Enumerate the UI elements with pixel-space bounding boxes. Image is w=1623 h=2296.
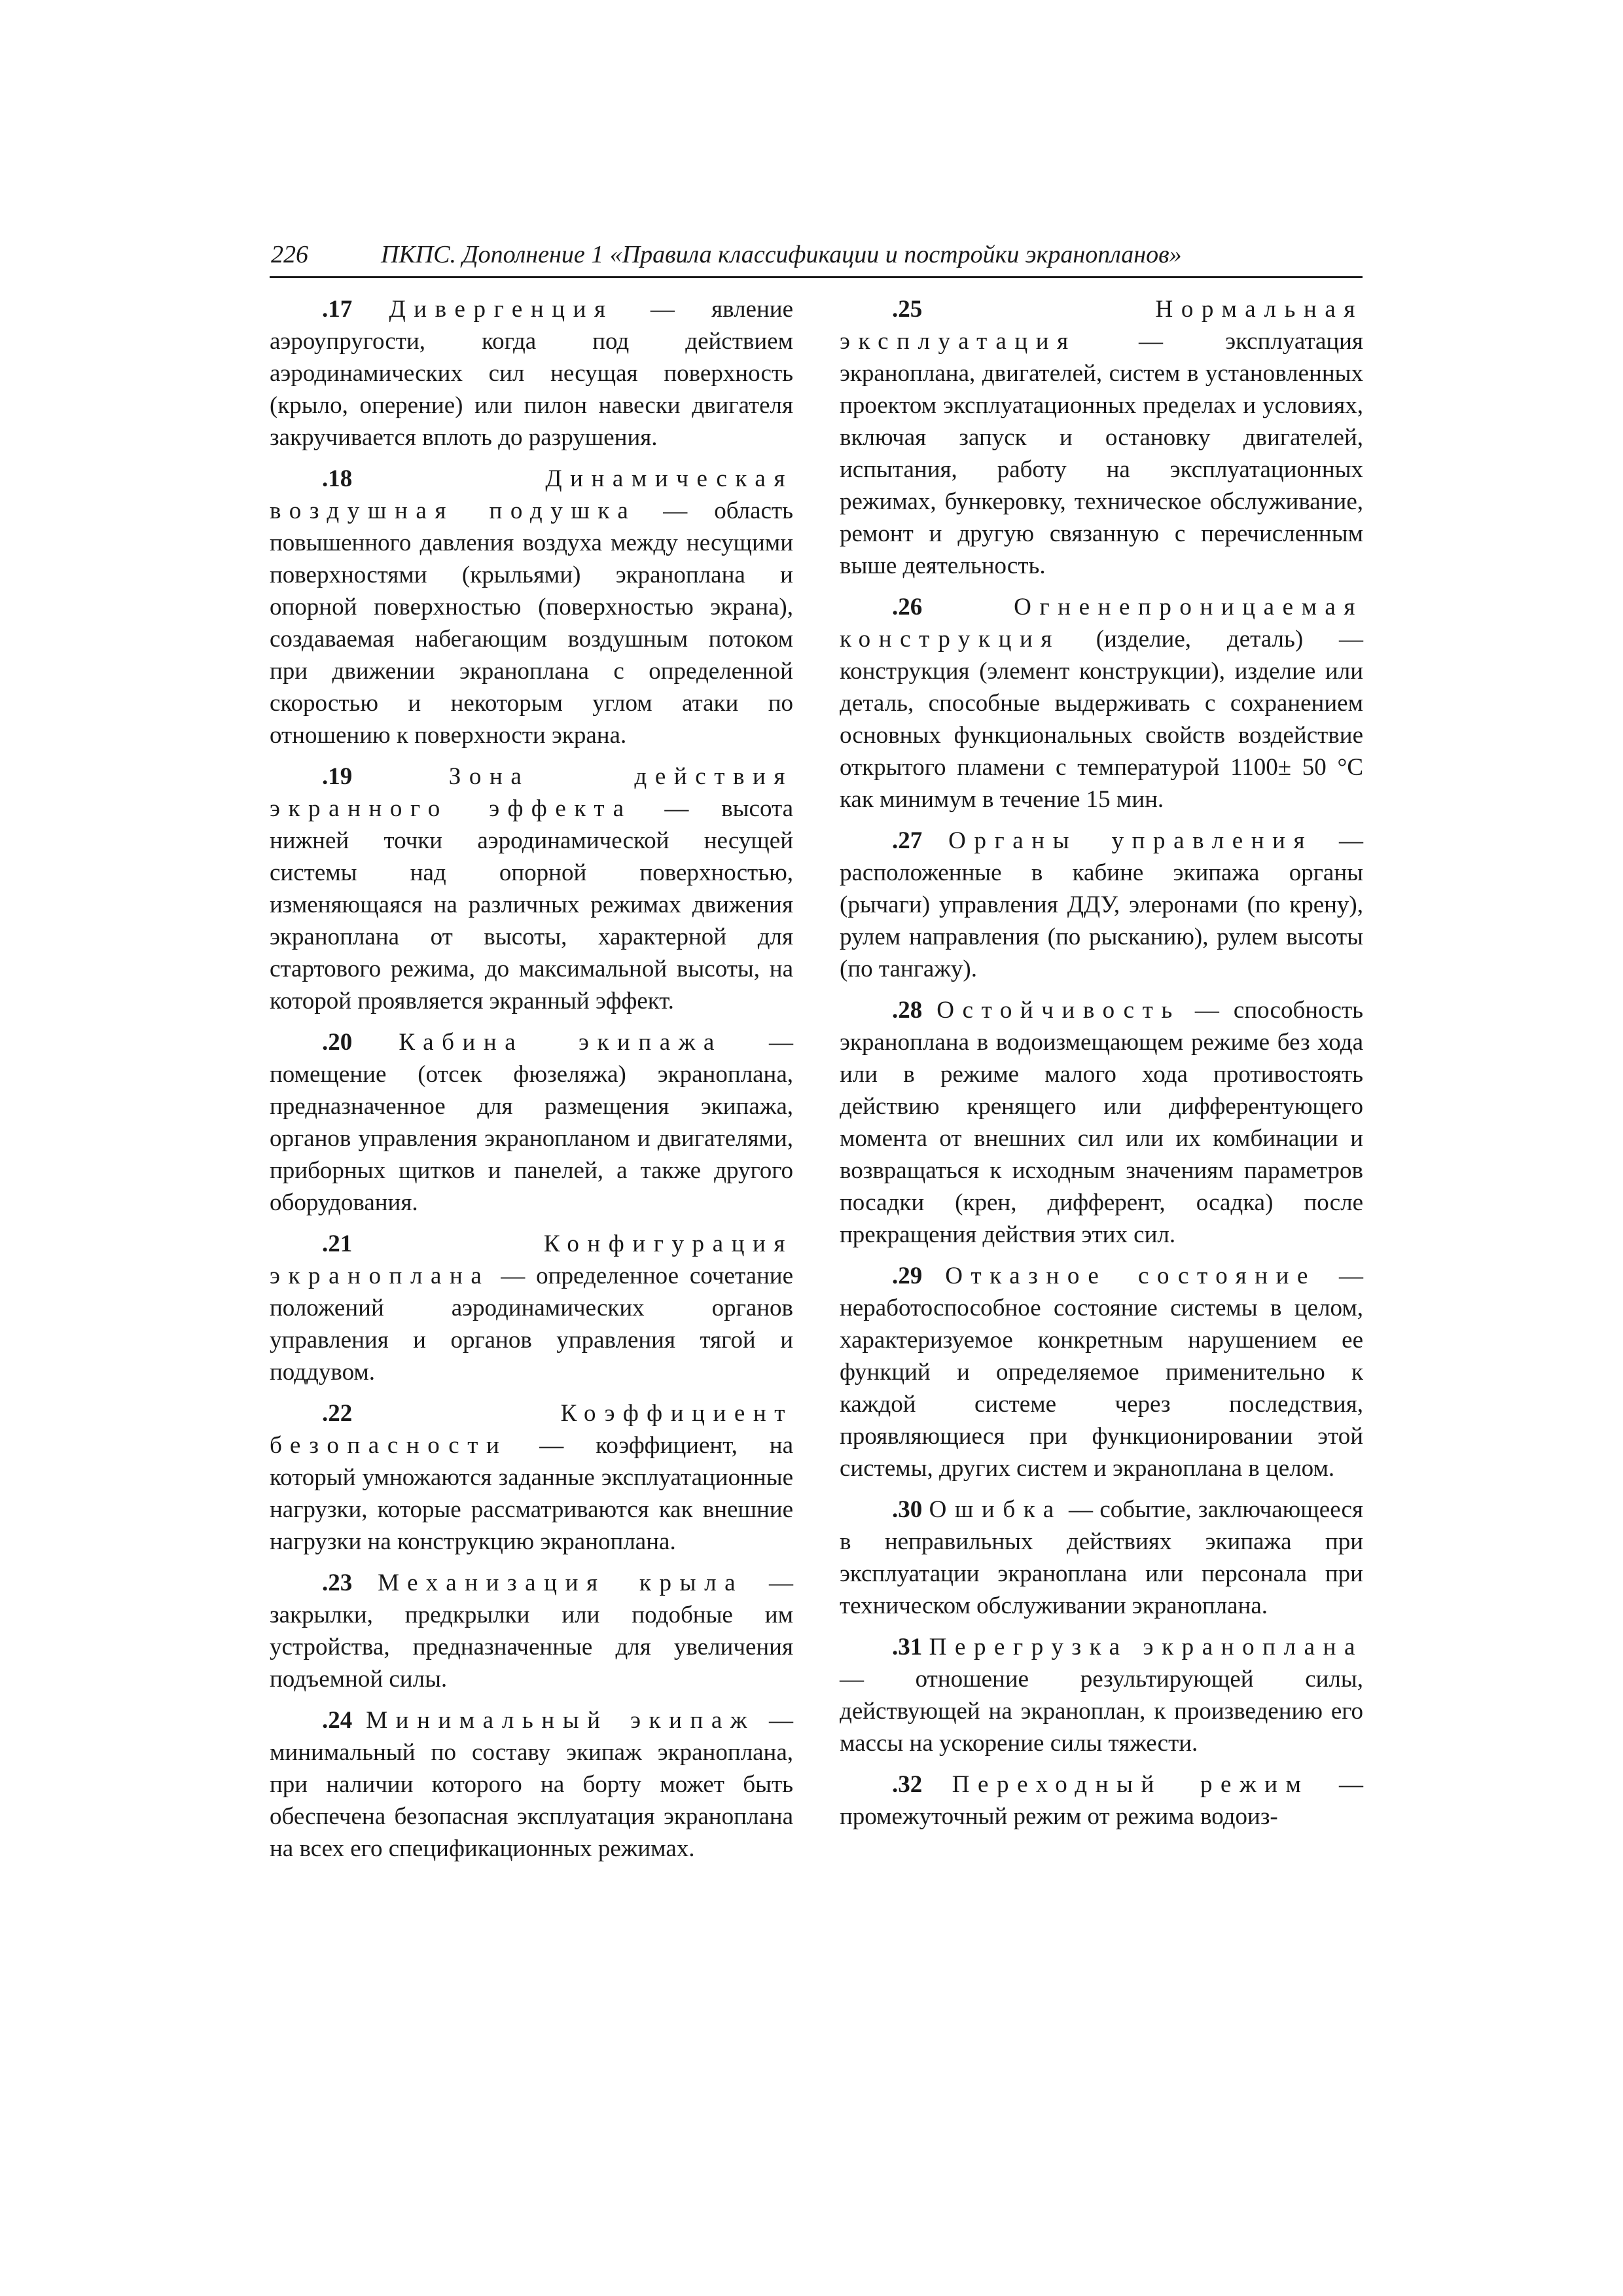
- entry-definition: — определенное сочетание положений аэродинамических органов управления и органов управления тягой и поддувом.: [270, 1263, 793, 1386]
- entry-definition: — минимальный по составу экипаж экраноплана, при наличии которого на борту может быть обеспечена безопасная эксплуатация экраноплана на всех его спецификационных режимах.: [270, 1707, 793, 1862]
- running-head: [270, 238, 1363, 278]
- entry-number: .32: [892, 1771, 923, 1798]
- entry-number: .20: [322, 1029, 353, 1056]
- right-column: [840, 293, 1363, 1842]
- definition-entry: [840, 1768, 1363, 1833]
- entry-number: .28: [892, 997, 923, 1024]
- definition-entry: [270, 1026, 793, 1219]
- entry-definition: — неработоспособное состояние системы в целом, характеризуемое конкретным нарушением ее функций и определяемое применительно к каждой системе через последствия, проявляющиеся при функционировании этой системы, других систем и экраноплана в целом.: [840, 1263, 1363, 1482]
- entry-term: Динамическая воздушная подушка: [270, 465, 793, 524]
- entry-definition: — помещение (отсек фюзеляжа) экраноплана, предназначенное для размещения экипажа, органов управления экранопланом и двигателями, приборных щитков и панелей, а также другого оборудования.: [270, 1029, 794, 1216]
- entry-term: Перегрузка экраноплана: [929, 1634, 1363, 1660]
- definition-entry: [270, 761, 793, 1017]
- entry-definition: — расположенные в кабине экипажа органы (рычаги) управления ДДУ, элеронами (по крену), рулем направления (по рысканию), рулем высоты (по тангажу).: [840, 827, 1364, 982]
- entry-number: .22: [322, 1400, 353, 1427]
- entry-number: .21: [322, 1230, 353, 1257]
- entry-term: Конфигурация экраноплана: [270, 1230, 793, 1289]
- entry-number: .19: [322, 763, 353, 790]
- entry-definition: — событие, заключающееся в неправильных действиях экипажа при эксплуатации экраноплана или персонала при техническом обслуживании экраноплана.: [840, 1496, 1363, 1619]
- definition-entry: [840, 1260, 1363, 1484]
- entry-term: Остойчивость: [936, 997, 1181, 1024]
- entry-number: .24: [322, 1707, 353, 1734]
- entry-number: .27: [892, 827, 923, 854]
- entry-definition: — эксплуатация экраноплана, двигателей, систем в установленных проектом эксплуатационных пределах и условиях, включая запуск и остановку двигателей, испытания, работу на эксплуатационных режимах, бункеровку, техническое обслуживание, ремонт и другую связанную с перечисленным выше деятельность.: [840, 328, 1363, 579]
- entry-number: .23: [322, 1570, 353, 1596]
- definition-entry: [270, 1567, 793, 1695]
- definition-entry: [270, 1704, 793, 1865]
- definition-entry: [840, 1631, 1363, 1759]
- definition-entry: [270, 1397, 793, 1558]
- entry-number: .18: [322, 465, 353, 492]
- definition-entry: [840, 825, 1363, 985]
- entry-term: Минимальный экипаж: [366, 1707, 756, 1734]
- definition-entry: [270, 293, 793, 454]
- entry-number: .26: [892, 594, 923, 620]
- entry-term: Нормальная эксплуатация: [840, 296, 1363, 355]
- left-column: [270, 293, 793, 1874]
- entry-number: .29: [892, 1263, 923, 1289]
- entry-number: .25: [892, 296, 923, 323]
- entry-term: Кабина экипажа: [399, 1029, 722, 1056]
- running-title: ПКПС. Дополнение 1 «Правила классификации и постройки экранопланов»: [381, 241, 1182, 268]
- entry-term: Ошибка: [929, 1496, 1062, 1523]
- entry-definition: — способность экраноплана в водоизмещающем режиме без хода или в режиме малого хода противостоять действию кренящего или дифферентующего момента от внешних сил или их комбинации и возвращаться к исходным значениям параметров посадки (крен, дифферент, осадка) после прекращения действия этих сил.: [840, 997, 1363, 1248]
- definition-entry: [840, 1494, 1363, 1622]
- definition-entry: [840, 591, 1363, 816]
- entry-definition: — явление аэроупругости, когда под действием аэродинамических сил несущая поверхность (крыло, оперение) или пилон навески двигателя закручивается вплоть до разрушения.: [270, 296, 793, 451]
- entry-definition: — высота нижней точки аэродинамической несущей системы над опорной поверхностью, изменяющаяся на различных режимах движения экраноплана от высоты, характерной для стартового режима, до максимальной высоты, на которой проявляется экранный эффект.: [270, 795, 793, 1014]
- entry-number: .17: [322, 296, 353, 323]
- entry-number: .31: [892, 1634, 923, 1660]
- entry-term: Органы управления: [948, 827, 1313, 854]
- entry-number: .30: [892, 1496, 923, 1523]
- entry-definition: — промежуточный режим от режима водоиз-: [840, 1771, 1364, 1830]
- definition-entry: [270, 463, 793, 751]
- entry-term: Коэффициент безопасности: [270, 1400, 793, 1459]
- entry-term: Дивергенция: [389, 296, 614, 323]
- entry-term: Переходный режим: [952, 1771, 1310, 1798]
- entry-definition: (изделие, деталь) — конструкция (элемент конструкции), изделие или деталь, способные выдерживать с сохранением основных функциональных свойств воздействие открытого пламени с температурой 1100± 50 °С как минимум в течение 15 мин.: [840, 626, 1363, 813]
- page-number: 226: [271, 241, 308, 268]
- definition-entry: [270, 1228, 793, 1388]
- entry-term: Огненепроницаемая конструкция: [840, 594, 1363, 653]
- entry-term: Отказное состояние: [945, 1263, 1316, 1289]
- entry-definition: — закрылки, предкрылки или подобные им устройства, предназначенные для увеличения подъемной силы.: [270, 1570, 793, 1693]
- entry-term: Механизация крыла: [378, 1570, 744, 1596]
- entry-definition: — коэффициент, на который умножаются заданные эксплуатационные нагрузки, которые рассматриваются как внешние нагрузки на конструкцию экраноплана.: [270, 1432, 793, 1555]
- entry-definition: — область повышенного давления воздуха между несущими поверхностями (крыльями) экраноплана и опорной поверхностью (поверхностью экрана), создаваемая набегающим воздушным потоком при движении экраноплана с определенной скоростью и некоторым углом атаки по отношению к поверхности экрана.: [270, 497, 793, 749]
- definition-entry: [840, 994, 1363, 1251]
- definition-entry: [840, 293, 1363, 582]
- entry-definition: — отношение результирующей силы, действующей на экраноплан, к произведению его массы на ускорение силы тяжести.: [840, 1666, 1363, 1757]
- entry-term: Зона действия экранного эффекта: [270, 763, 794, 822]
